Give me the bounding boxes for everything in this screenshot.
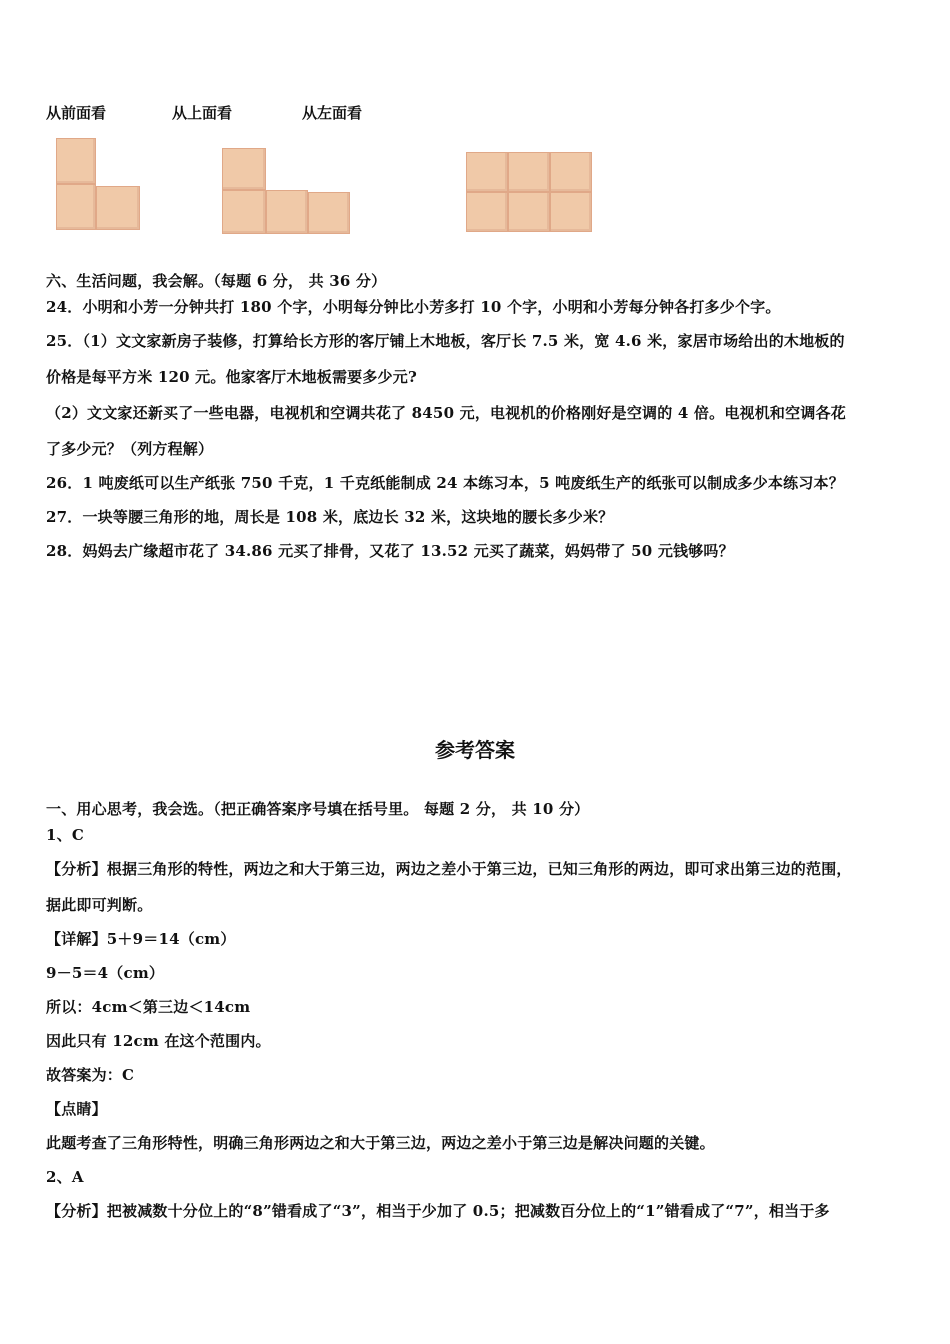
- answer-2: 2、A: [46, 1168, 84, 1186]
- answer-1-analysis-line1: 【分析】根据三角形的特性，两边之和大于第三边，两边之差小于第三边，已知三角形的两边，即可求出第三边的范围，: [46, 860, 852, 878]
- question-26: 26．1 吨废纸可以生产纸张 750 千克，1 千克纸能制成 24 本练习本，5 吨废纸生产的纸张可以制成多少本练习本？: [46, 474, 844, 492]
- cube: [508, 192, 550, 232]
- answer-1-analysis-line2: 据此即可判断。: [46, 896, 153, 914]
- cube: [308, 192, 350, 234]
- answer-1-note-label: 【点睛】: [46, 1100, 107, 1118]
- answer-1: 1、C: [46, 826, 84, 844]
- front-view-label: 从前面看: [46, 104, 107, 122]
- question-25-part2-line1: （2）文文家还新买了一些电器，电视机和空调共花了 8450 元，电视机的价格刚好是空调的 4 倍。电视机和空调各花: [46, 404, 846, 422]
- view-labels: [46, 102, 646, 122]
- cube: [222, 148, 266, 190]
- answer-1-note: 此题考查了三角形特性，明确三角形两边之和大于第三边，两边之差小于第三边是解决问题的关键。: [46, 1134, 715, 1152]
- answer-1-detail: 【详解】5＋9＝14（cm）: [46, 930, 236, 948]
- question-28: 28．妈妈去广缘超市花了 34.86 元买了排骨，又花了 13.52 元买了蔬菜，妈妈带了 50 元钱够吗？: [46, 542, 734, 560]
- cube: [96, 186, 140, 230]
- cube: [466, 192, 508, 232]
- top-view-label: 从上面看: [172, 104, 233, 122]
- cube: [508, 152, 550, 192]
- cube: [466, 152, 508, 192]
- section-6-heading: 六、生活问题，我会解。（每题 6 分， 共 36 分）: [46, 272, 387, 290]
- cube: [222, 190, 266, 234]
- answer-2-analysis: 【分析】把被减数十分位上的“8”错看成了“3”，相当于少加了 0.5；把减数百分位上的“1”错看成了“7”，相当于多: [46, 1202, 830, 1220]
- answer-1-calc: 9－5＝4（cm）: [46, 964, 165, 982]
- question-27: 27．一块等腰三角形的地，周长是 108 米，底边长 32 米，这块地的腰长多少米？: [46, 508, 614, 526]
- cube: [56, 184, 96, 230]
- answers-title: 参考答案: [435, 738, 515, 762]
- answer-1-so: 所以：4cm＜第三边＜14cm: [46, 998, 251, 1016]
- question-25-part2-line2: 了多少元？（列方程解）: [46, 440, 214, 458]
- cube: [550, 152, 592, 192]
- question-24: 24．小明和小芳一分钟共打 180 个字，小明每分钟比小芳多打 10 个字，小明和小芳每分钟各打多少个字。: [46, 298, 781, 316]
- top-view-figure: [222, 148, 352, 236]
- answers-section-1-heading: 一、用心思考，我会选。（把正确答案序号填在括号里。 每题 2 分， 共 10 分）: [46, 800, 590, 818]
- answer-1-final: 故答案为：C: [46, 1066, 135, 1084]
- question-25-part1-line1: 25．（1）文文家新房子装修，打算给长方形的客厅铺上木地板，客厅长 7.5 米，宽 4.6 米，家居市场给出的木地板的: [46, 332, 845, 350]
- cube: [550, 192, 592, 232]
- left-view-figure: [466, 152, 594, 234]
- question-25-part1-line2: 价格是每平方米 120 元。他家客厅木地板需要多少元?: [46, 368, 417, 386]
- cube: [266, 190, 308, 234]
- front-view-figure: [56, 138, 142, 232]
- left-view-label: 从左面看: [302, 104, 363, 122]
- cube: [56, 138, 96, 184]
- answer-1-only: 因此只有 12cm 在这个范围内。: [46, 1032, 271, 1050]
